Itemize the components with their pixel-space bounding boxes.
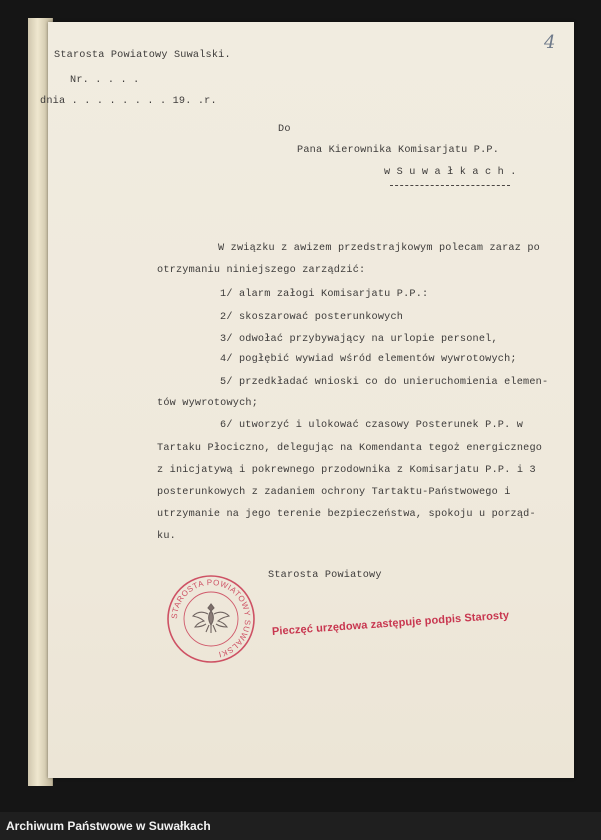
body-line: 4/ pogłębić wywiad wśród elementów wywrotowych; — [220, 354, 517, 365]
body-line: 3/ odwołać przybywający na urlopie personel, — [220, 334, 498, 345]
body-line: 6/ utworzyć i ulokować czasowy Posterunek P.P. w — [220, 420, 524, 431]
document-page — [48, 22, 574, 778]
body-line: ku. — [157, 531, 176, 542]
footer-bar — [0, 812, 601, 840]
body-line: 1/ alarm załogi Komisarjatu P.P.: — [220, 289, 429, 300]
body-line: z inicjatywą i pokrewnego przodownika z Komisarjatu P.P. i 3 — [157, 465, 536, 476]
body-line: Tartaku Płociczno, delegując na Komendanta tegoż energicznego — [157, 443, 543, 454]
official-seal — [166, 574, 256, 664]
body-line: otrzymaniu niniejszego zarządzić: — [157, 265, 366, 276]
recipient-location: w S u w a ł k a c h . — [384, 167, 517, 178]
body-line: 2/ skoszarować posterunkowych — [220, 312, 404, 323]
body-line: tów wywrotowych; — [157, 398, 259, 409]
red-stamp-text: Pieczęć urzędowa zastępuje podpis Starosty — [271, 609, 510, 638]
header-office: Starosta Powiatowy Suwalski. — [54, 50, 231, 61]
header-number: Nr. . . . . — [70, 75, 140, 86]
body-line: posterunkowych z zadaniem ochrony Tartaktu-Państwowego i — [157, 487, 511, 498]
archive-label: Archiwum Państwowe w Suwałkach — [6, 819, 211, 833]
recipient-underline — [390, 185, 510, 186]
body-line: 5/ przedkładać wnioski co do unieruchomienia elemen- — [220, 377, 549, 388]
page-number: 4 — [544, 32, 556, 53]
seal-text: STAROSTA POWIATOWY SUWALSKI — [169, 577, 253, 660]
recipient-name: Pana Kierownika Komisarjatu P.P. — [297, 145, 500, 156]
signature-title: Starosta Powiatowy — [268, 570, 382, 581]
eagle-emblem-icon — [193, 604, 229, 633]
body-line: W związku z awizem przedstrajkowym polecam zaraz po — [218, 243, 540, 254]
body-line: utrzymanie na jego terenie bezpieczeństwa, spokoju u porząd- — [157, 509, 536, 520]
header-date: dnia . . . . . . . . 19. .r. — [40, 96, 217, 107]
recipient-to: Do — [278, 124, 291, 135]
